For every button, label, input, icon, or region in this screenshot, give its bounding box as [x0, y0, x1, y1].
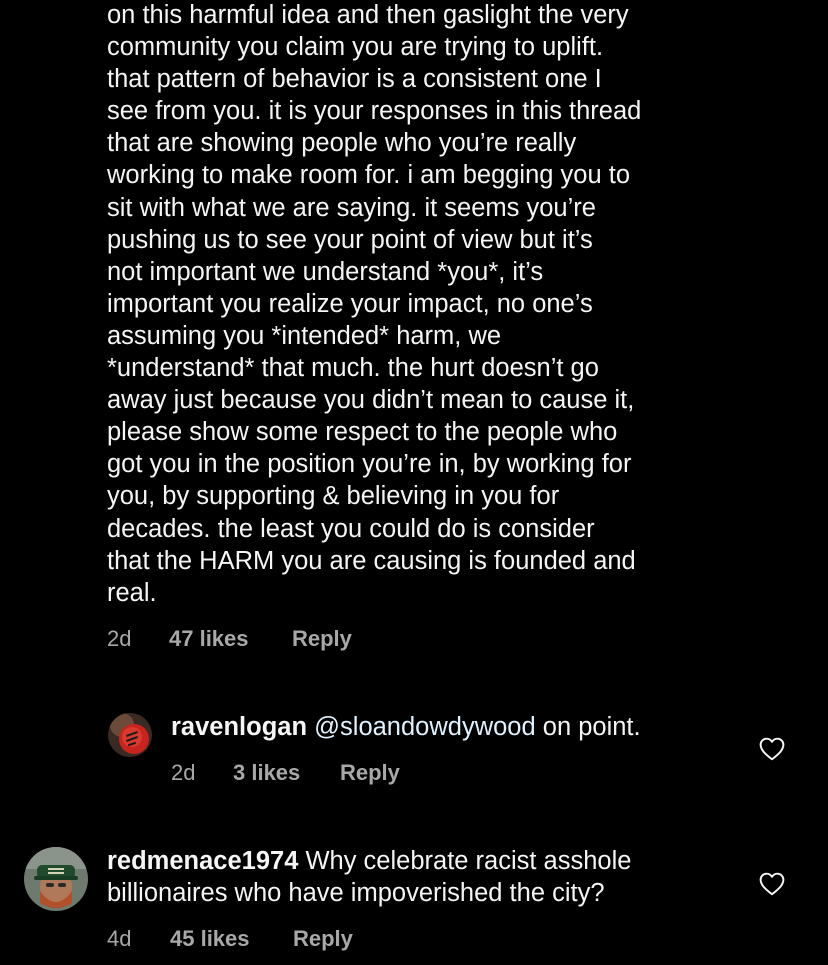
comment-text-line: billionaires who have impoverished the city? — [107, 879, 605, 907]
comment-meta — [0, 760, 828, 790]
avatar[interactable] — [108, 713, 152, 757]
avatar[interactable] — [24, 847, 88, 911]
comment-time: 4d — [107, 926, 132, 951]
comment-text: Why celebrate racist asshole — [298, 847, 632, 875]
comment-meta — [0, 626, 828, 656]
reply-button[interactable]: Reply — [292, 626, 352, 651]
comment-username[interactable]: ravenlogan — [171, 713, 308, 741]
comment-username[interactable]: redmenace1974 — [107, 847, 299, 875]
comment-time: 2d — [171, 760, 196, 785]
reply-comment-text — [171, 711, 641, 743]
avatar-image — [108, 713, 152, 757]
heart-outline-icon[interactable] — [759, 872, 785, 896]
reply-button[interactable]: Reply — [340, 760, 400, 785]
likes-count-link[interactable]: 47 likes — [169, 626, 249, 651]
avatar-image — [24, 847, 88, 911]
likes-count-link[interactable]: 3 likes — [233, 760, 301, 785]
comment-text: on point. — [535, 713, 641, 741]
reply-button[interactable]: Reply — [293, 926, 353, 951]
mention-link[interactable]: @sloandowdywood — [314, 713, 536, 741]
comment-time: 2d — [107, 626, 132, 651]
heart-outline-icon[interactable] — [759, 737, 785, 761]
comment-meta — [0, 926, 828, 956]
likes-count-link[interactable]: 45 likes — [170, 926, 250, 951]
comment-body: on this harmful idea and then gaslight the very community you claim you are trying to uplift. that pattern of behavior is a consistent one I see from you. it is your responses in this thread that are showing people who you’re really working to make room for. i am begging you to sit with what we are saying. it seems you’re pushing us to see your point of view but it’s not important we understand *you*, it’s important you realize your impact, no one’s assuming you *intended* harm, we *understand* that much. the hurt doesn’t go away just because you didn’t mean to cause it, please show some respect to the people who got you in the position you’re in, by working for you, by supporting & believing in you for decades. the least you could do is consider that the HARM you are causing is founded and real. — [107, 1, 642, 607]
comment-text-line — [107, 845, 631, 877]
